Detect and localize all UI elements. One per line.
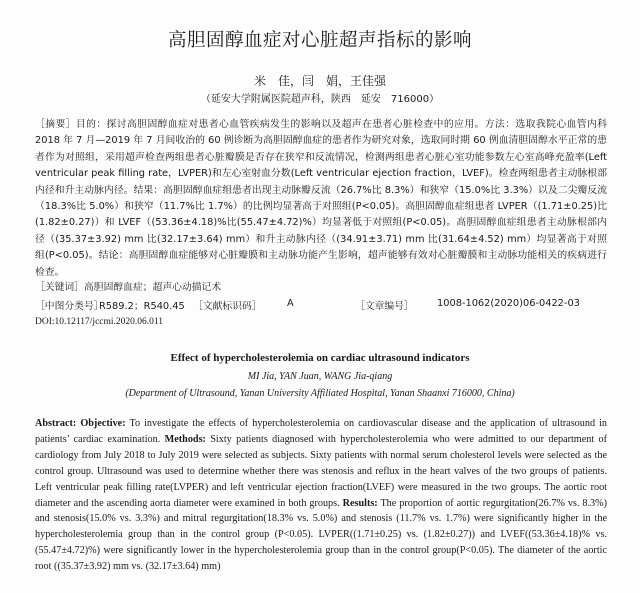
affiliation-en: (Department of Ultrasound, Yanan University Affiliated Hospital, Yanan Shaanxi 716000, China) — [125, 388, 515, 399]
results-label: Results: — [342, 497, 378, 509]
doc-code-label: ［文献标识码］ — [193, 301, 262, 312]
doc-code-value: A — [287, 298, 294, 309]
clc-label: ［中图分类号］ — [35, 301, 104, 312]
article-no-label: ［文章编号］ — [355, 301, 414, 312]
paper-title-cn: 高胆固醇血症对心脏超声指标的影响 — [167, 30, 472, 51]
clc-value: R589.2；R540.45 — [99, 301, 185, 312]
abstract-cn-text: 目的：探讨高胆固醇血症对患者心血管疾病发生的影响以及超声在患者心脏检查中的应用。方法：选取我院心血管内科 2018 年 7 月—2019 年 7 月间收治的 60 例诊断为高胆固醇血症的患者作为研究对象，选取同时期 60 例血清胆固醇水平正常的患者作为对照组，采用超声检查两组患者心脏瓣膜是否存在狭窄和反流情况，检测两组患者心脏心室功能参数左心室高峰充盈率(Left ventricular peak filling rate，LVPER)和左心室射血分数(Left ventricular ejection fraction，LVEF)。检查两组患者主动脉根部内径和升主动脉内径。结果：高胆固醇血症组患者出现主动脉瓣反流（26.7%比 8.3%）和狭窄（15.0%比 3.3%）以及二尖瓣反流（18.3%比 5.0%）和狭窄（11.7%比 1.7%）的比例均显著高于对照组(P<0.05)。高胆固醇血症组患者 LVPER（(1.71±0.25)比(1.82±0.27)）和 LVEF（(53.36±4.18)%比(55.47±4.72)%）均显著低于对照组(P<0.05)。高胆固醇血症组患者主动脉根部内径（(35.37±3.92) mm 比(32.17±3.64) mm）和升主动脉内径（(34.91±3.71) mm 比(31.64±4.52) mm）均显著高于对照组(P<0.05)。结论：高胆固醇血症能够对心脏瓣膜和主动脉功能产生影响，超声能够有效对心脏瓣膜和主动脉功能相关的疾病进行检查。 — [35, 119, 608, 278]
doi: DOI:10.12117/jccmi.2020.06.011 — [35, 317, 164, 327]
abstract-en-label: Abstract: — [35, 418, 77, 429]
methods-text: Sixty patients diagnosed with hypercholesterolemia who were admitted to our department of cardiology from July 2018 to July 2019 were selected as subjects. Sixty patients with normal serum cholesterol levels were selected as the control group. Ultrasound was used to determine whether there was stenosis and reflux in the heart valves of the two groups of patients. Left ventricular peak filling rate(LVPER) and left ventricular ejection fraction(LVEF) were measured in the two groups. The aortic root diameter and the ascending aorta diameter were examined in both groups. — [35, 433, 607, 509]
abstract-en — [35, 416, 607, 575]
keywords-cn-text: 高胆固醇血症；超声心动描记术 — [83, 282, 222, 293]
keywords-cn — [35, 279, 607, 293]
abstract-cn-label: ［摘要］ — [35, 119, 76, 130]
paper-title-en: Effect of hypercholesterolemia on cardiac ultrasound indicators — [170, 352, 470, 364]
objective-label: Objective: — [80, 418, 126, 429]
article-no-value: 1008-1062(2020)06-0422-03 — [437, 298, 580, 309]
authors-en: MI Jia, YAN Juan, WANG Jia-qiang — [247, 371, 393, 382]
keywords-cn-label: ［关键词］ — [35, 282, 84, 293]
authors-cn: 米 佳，闫 娟，王佳强 — [253, 74, 386, 88]
results-text: The proportion of aortic regurgitation(26.7% vs. 8.3%) and stenosis(15.0% vs. 3.3%) and mitral regurgitation(18.3% vs. 5.0%) and stenosis (11.7% vs. 1.7%) were significantly higher in the hypercholesterolemia group than in the control group (P<0.05). LVPER((1.71±0.25) vs. (1.82±0.27)) and LVEF((53.36±4.18)% vs. (55.47±4.72)%) were significantly lower in the hypercholesterolemia group than in the control group(P<0.05). The diameter of the aortic root ((35.37±3.92) mm vs. (32.17±3.64) mm) — [35, 497, 608, 573]
abstract-cn — [35, 117, 607, 281]
objective-text: To investigate the effects of hypercholesterolemia on cardiovascular disease and the application of ultrasound in patients’ cardiac examination. — [35, 418, 607, 445]
methods-label: Methods: — [164, 433, 206, 445]
affiliation-cn: （延安大学附属医院超声科，陕西 延安 716000） — [200, 94, 440, 105]
